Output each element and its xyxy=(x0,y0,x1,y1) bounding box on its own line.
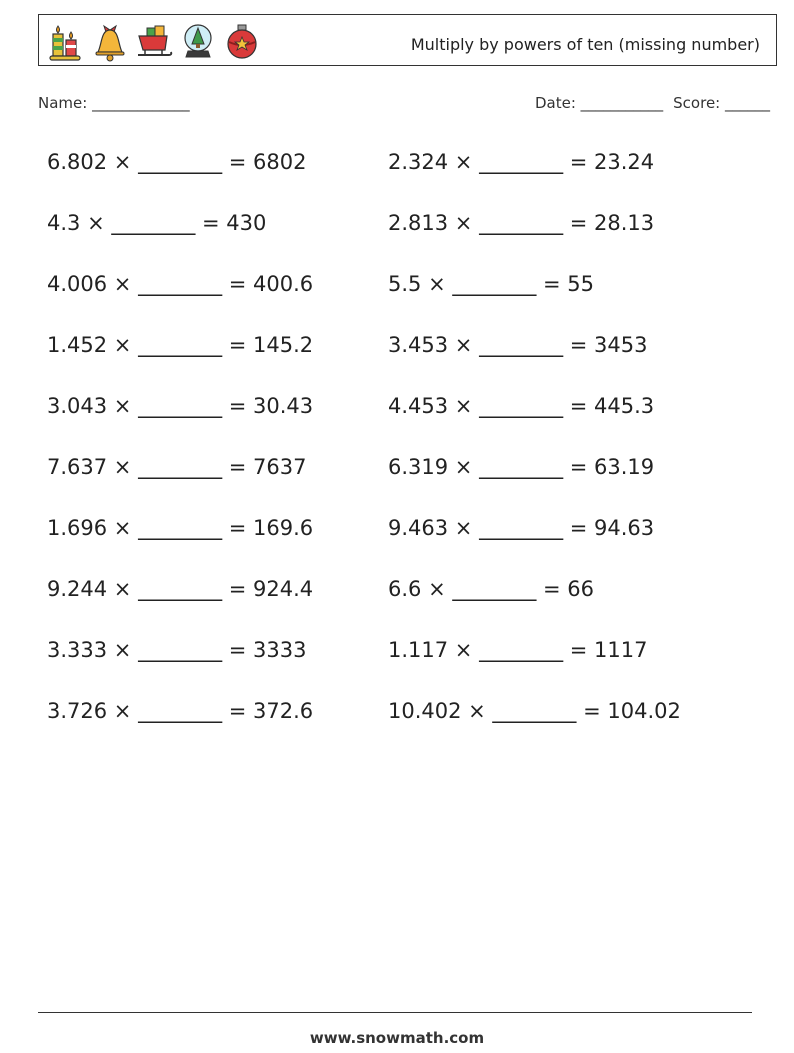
problem-item: 4.3 × ________ = 430 xyxy=(47,211,267,235)
problem-item: 9.463 × ________ = 94.63 xyxy=(388,516,655,540)
footer-divider xyxy=(38,1012,752,1013)
problem-item: 5.5 × ________ = 55 xyxy=(388,272,595,296)
problem-item: 1.696 × ________ = 169.6 xyxy=(47,516,314,540)
name-field: Name: _____________ xyxy=(38,94,190,112)
ornament-icon xyxy=(223,20,261,62)
worksheet-title: Multiply by powers of ten (missing number) xyxy=(410,35,760,54)
problem-item: 3.043 × ________ = 30.43 xyxy=(47,394,314,418)
icon-strip xyxy=(47,20,261,62)
problem-item: 6.802 × ________ = 6802 xyxy=(47,150,307,174)
sleigh-icon xyxy=(135,20,173,62)
header-box xyxy=(38,14,777,66)
candles-icon xyxy=(47,20,85,62)
score-field: Score: ______ xyxy=(673,94,770,112)
snow-globe-icon xyxy=(179,20,217,62)
problem-item: 7.637 × ________ = 7637 xyxy=(47,455,307,479)
bell-icon xyxy=(91,20,129,62)
problem-item: 3.333 × ________ = 3333 xyxy=(47,638,307,662)
problem-item: 2.324 × ________ = 23.24 xyxy=(388,150,655,174)
problem-item: 6.6 × ________ = 66 xyxy=(388,577,595,601)
problem-item: 1.452 × ________ = 145.2 xyxy=(47,333,314,357)
problem-item: 1.117 × ________ = 1117 xyxy=(388,638,648,662)
problem-item: 3.453 × ________ = 3453 xyxy=(388,333,648,357)
problem-item: 10.402 × ________ = 104.02 xyxy=(388,699,681,723)
footer-url: www.snowmath.com xyxy=(309,1029,485,1047)
problem-item: 9.244 × ________ = 924.4 xyxy=(47,577,314,601)
problem-item: 3.726 × ________ = 372.6 xyxy=(47,699,314,723)
date-score-fields xyxy=(535,94,770,112)
problem-item: 4.006 × ________ = 400.6 xyxy=(47,272,314,296)
problem-item: 2.813 × ________ = 28.13 xyxy=(388,211,655,235)
problem-item: 4.453 × ________ = 445.3 xyxy=(388,394,655,418)
problem-item: 6.319 × ________ = 63.19 xyxy=(388,455,655,479)
date-field: Date: ___________ xyxy=(534,94,664,112)
